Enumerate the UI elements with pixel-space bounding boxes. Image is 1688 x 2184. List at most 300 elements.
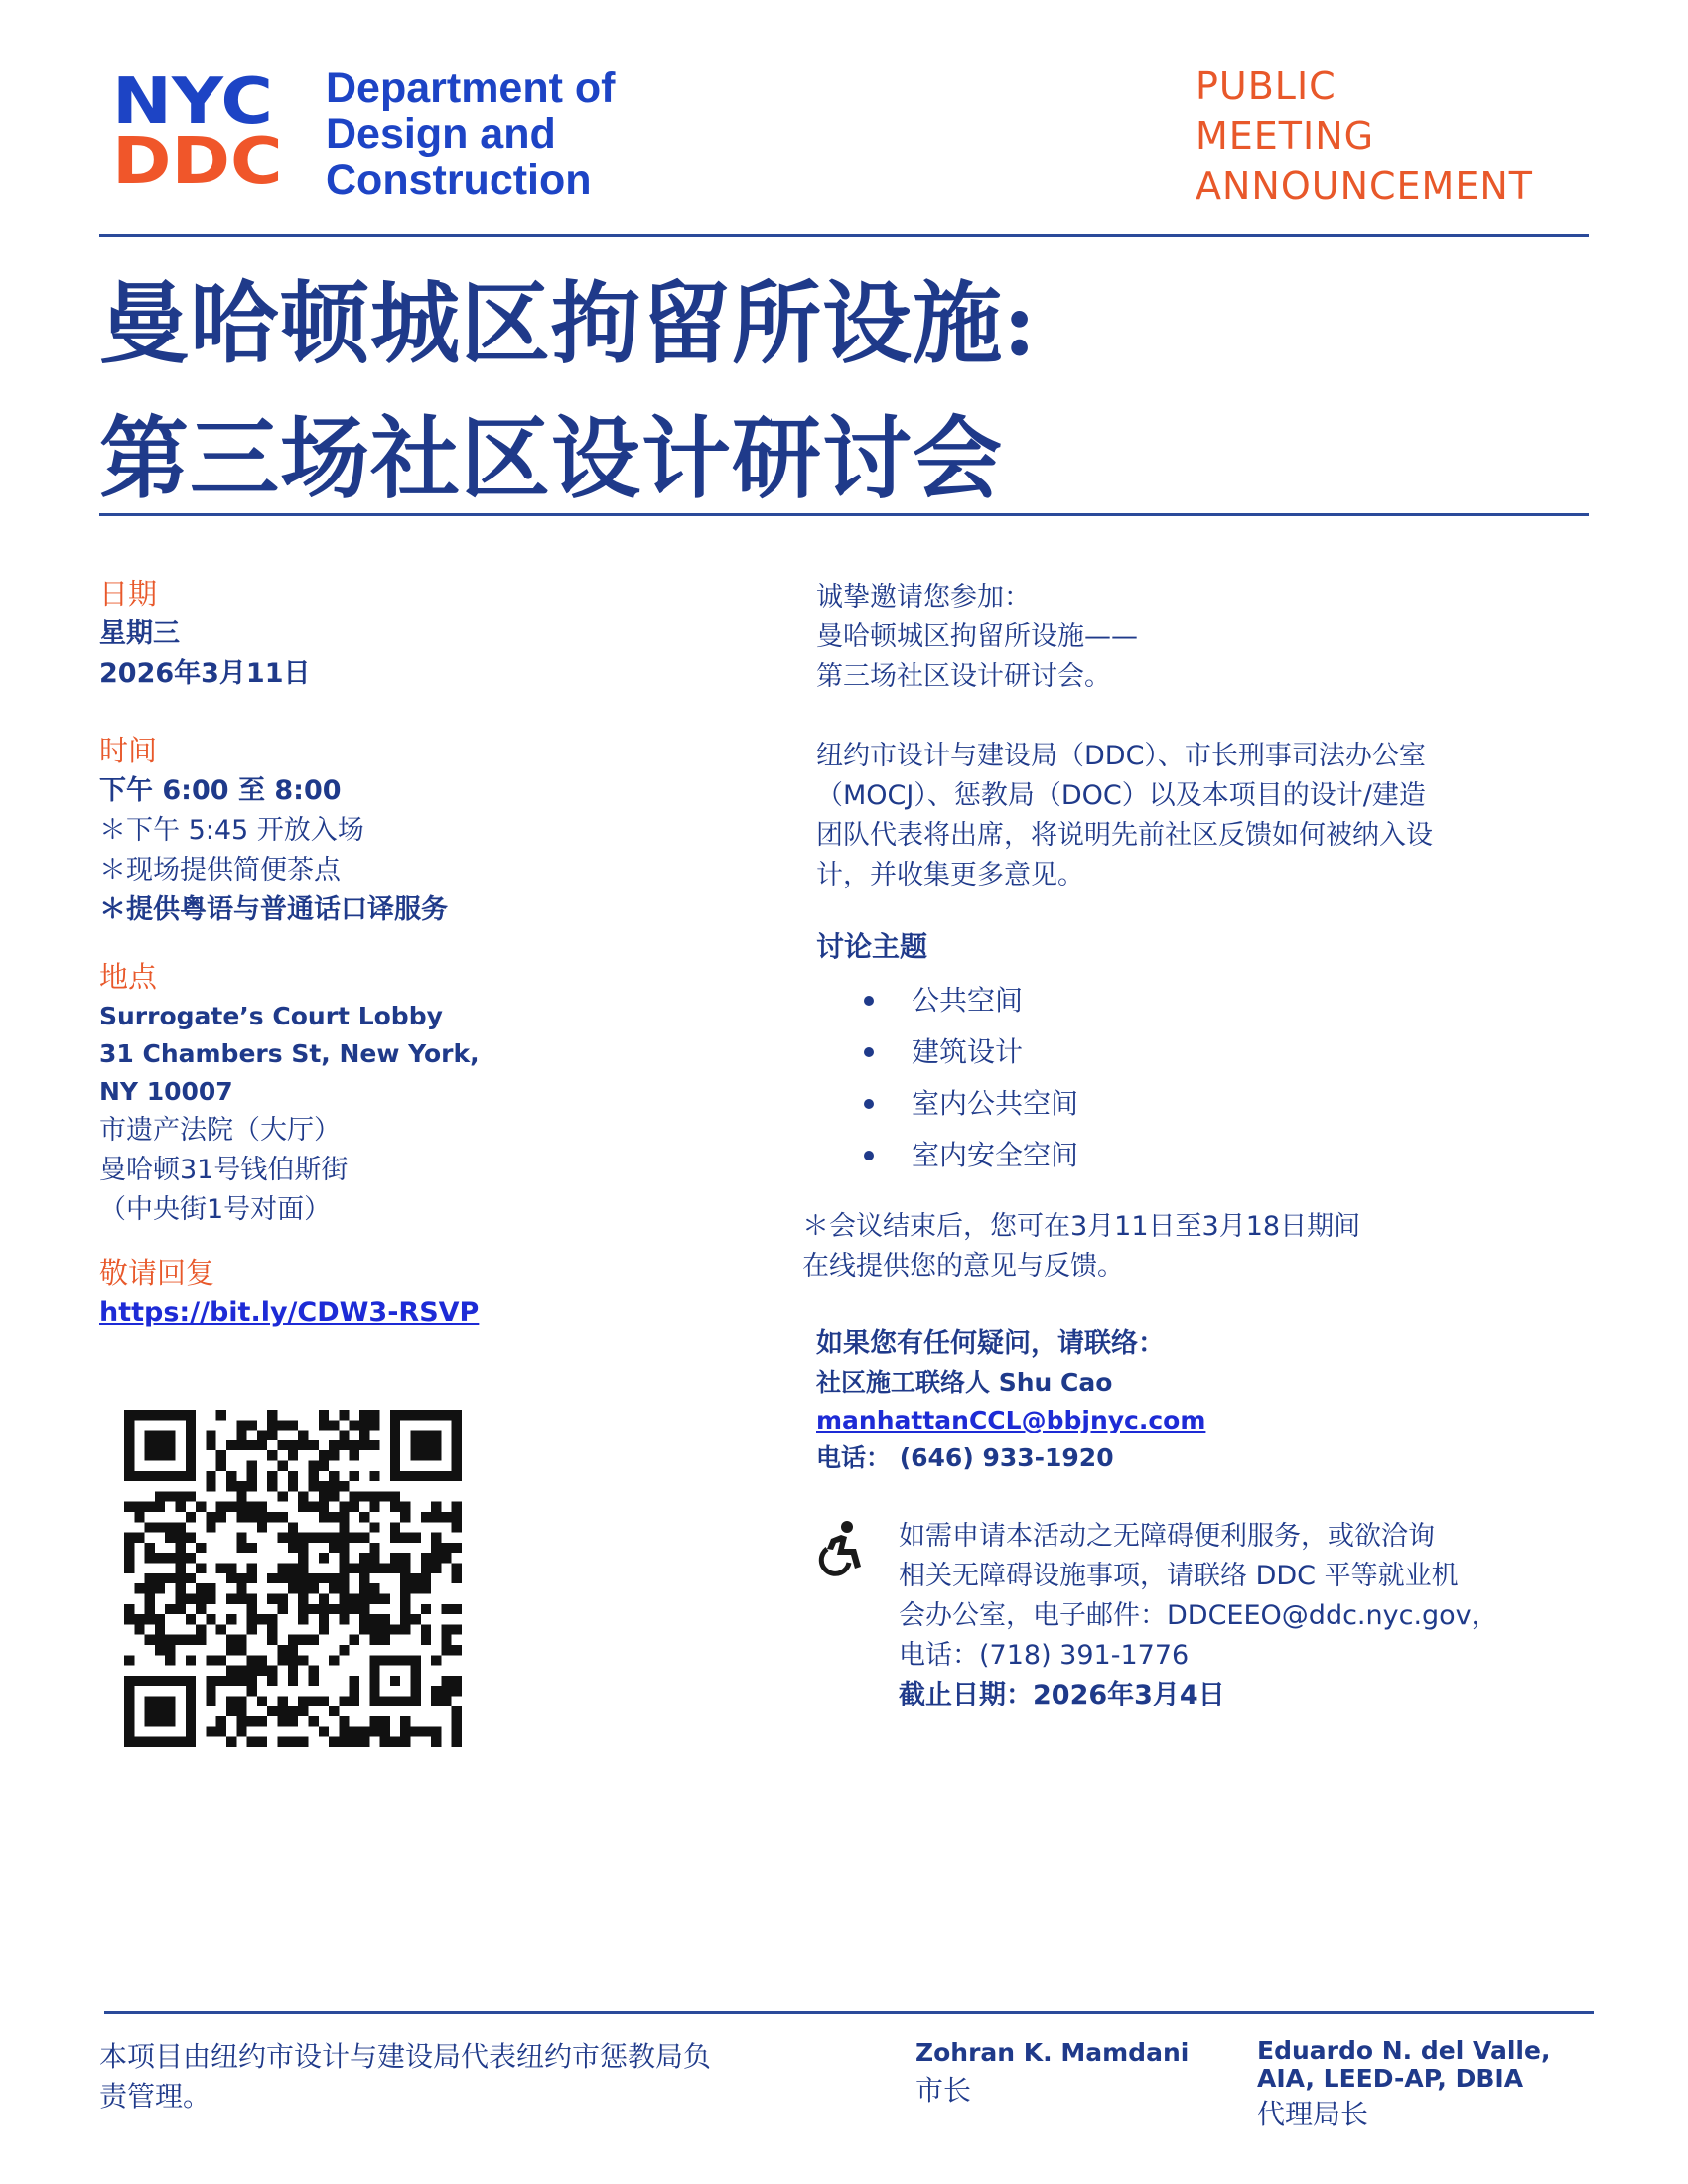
qr-module [288,1583,298,1593]
qr-module [329,1655,339,1665]
qr-module [350,1491,359,1501]
list-item [864,1078,1571,1130]
qr-module [400,1593,410,1603]
qr-module [196,1502,206,1512]
qr-module [350,1604,359,1614]
qr-module [319,1624,329,1634]
qr-module [298,1431,308,1440]
qr-module [165,1604,175,1614]
qr-module [369,1624,379,1634]
qr-module [308,1502,318,1512]
time-label: 时间 [99,734,158,767]
bullet-icon [864,1047,874,1057]
qr-module [319,1573,329,1583]
qr-module [257,1614,267,1624]
qr-module [298,1593,308,1603]
qr-module [278,1593,288,1603]
qr-module [298,1706,308,1716]
qr-module [216,1461,226,1471]
qr-module [308,1471,318,1481]
qr-module [329,1440,339,1450]
qr-module [134,1512,144,1522]
topic-text: 室内安全空间 [912,1139,1079,1171]
qr-module [452,1706,462,1716]
footer-note-line: 责管理。 [99,2080,211,2113]
qr-module [226,1666,236,1676]
qr-module [288,1655,298,1665]
location-english: 31 Chambers St, New York, [99,1039,480,1068]
qr-module [369,1522,379,1532]
qr-module [421,1624,431,1634]
qr-module [278,1491,288,1501]
qr-module [359,1431,369,1440]
qr-module [452,1726,462,1736]
qr-module [380,1624,390,1634]
qr-module [369,1410,379,1420]
qr-module [165,1573,175,1583]
department-line: Construction [326,156,592,204]
qr-module [452,1512,462,1522]
contact-name: 社区施工联络人 Shu Cao [816,1368,1113,1397]
qr-module [421,1564,431,1573]
qr-module [247,1471,257,1481]
qr-module [380,1491,390,1501]
qr-module [176,1635,186,1645]
qr-module [267,1410,277,1420]
qr-module [278,1573,288,1583]
qr-module [350,1726,359,1736]
qr-module [339,1564,349,1573]
qr-module [278,1655,288,1665]
qr-module [216,1676,226,1686]
qr-module [155,1491,165,1501]
qr-module [257,1522,267,1532]
contact-email-link[interactable]: manhattanCCL@bbjnyc.com [816,1406,1206,1434]
qr-module [216,1564,226,1573]
qr-module [441,1512,451,1522]
description-line: （MOCJ）、惩教局（DOC）以及本项目的设计/建造 [816,780,1426,811]
qr-module [431,1543,441,1553]
qr-module [236,1491,246,1501]
qr-module [236,1502,246,1512]
qr-module [247,1676,257,1686]
qr-module [410,1573,420,1583]
feedback-note [802,1207,1577,1287]
qr-module [369,1491,379,1501]
qr-module [288,1716,298,1726]
bullet-icon [864,1099,874,1109]
qr-module [226,1440,236,1450]
qr-module [350,1440,359,1450]
qr-module [206,1726,215,1736]
qr-module [247,1686,257,1696]
qr-module [421,1583,431,1593]
qr-module [329,1543,339,1553]
qr-module [350,1686,359,1696]
rsvp-link[interactable]: https://bit.ly/CDW3-RSVP [99,1297,480,1328]
qr-module [431,1502,441,1512]
qr-module [339,1716,349,1726]
commissioner-block [1257,2037,1585,2136]
qr-module [206,1686,215,1696]
qr-module [288,1533,298,1543]
qr-module [236,1635,246,1645]
qr-module [339,1614,349,1624]
qr-module [176,1583,186,1593]
qr-module [319,1450,329,1460]
qr-module [134,1624,144,1634]
qr-module [145,1614,155,1624]
qr-module [206,1522,215,1532]
qr-module [165,1533,175,1543]
qr-module [196,1635,206,1645]
announcement-line: PUBLIC [1196,65,1336,108]
date-day: 星期三 [99,618,180,649]
list-item [864,975,1571,1026]
qr-module [359,1491,369,1501]
qr-module [369,1726,379,1736]
qr-module [247,1543,257,1553]
qr-module [278,1706,288,1716]
accessibility-deadline: 截止日期：2026年3月4日 [899,1680,1225,1710]
qr-module [247,1655,257,1665]
qr-module [400,1614,410,1624]
qr-module [350,1696,359,1706]
qr-module [145,1543,155,1553]
qr-module [278,1461,288,1471]
qr-module [278,1512,288,1522]
qr-module [390,1564,400,1573]
qr-module [288,1737,298,1747]
mayor-title: 市长 [915,2074,972,2107]
qr-module [329,1512,339,1522]
qr-module [350,1635,359,1645]
qr-module [226,1635,236,1645]
qr-module [247,1666,257,1676]
qr-module [288,1420,298,1430]
qr-module [165,1635,175,1645]
qr-module [369,1440,379,1450]
qr-module [267,1431,277,1440]
qr-module [339,1512,349,1522]
qr-module [441,1543,451,1553]
qr-module [216,1716,226,1726]
qr-module [380,1737,390,1747]
qr-module [247,1716,257,1726]
qr-module [257,1431,267,1440]
qr-module [339,1440,349,1450]
qr-module [145,1502,155,1512]
qr-module [226,1593,236,1603]
qr-module [236,1512,246,1522]
qr-module [288,1676,298,1686]
qr-module [278,1533,288,1543]
time-value: 下午 6:00 至 8:00 [99,775,342,806]
qr-module [206,1655,215,1665]
qr-module [278,1737,288,1747]
qr-module [452,1502,462,1512]
qr-module [267,1666,277,1676]
list-item [864,1026,1571,1078]
qr-module [124,1533,134,1543]
qr-module [257,1512,267,1522]
qr-module [319,1696,329,1706]
qr-module [206,1583,215,1593]
qr-module [165,1491,175,1501]
qr-module [319,1533,329,1543]
qr-module [441,1645,451,1655]
qr-module [390,1737,400,1747]
qr-module [186,1491,196,1501]
qr-module [216,1410,226,1420]
qr-module [226,1481,236,1491]
qr-module [400,1716,410,1726]
qr-module [319,1593,329,1603]
qr-module [350,1564,359,1573]
topic-text: 建筑设计 [912,1035,1024,1068]
qr-module [359,1614,369,1624]
qr-module [196,1543,206,1553]
qr-module [319,1604,329,1614]
qr-module [329,1420,339,1430]
location-chinese: 曼哈顿31号钱伯斯街 [99,1155,349,1185]
qr-module [186,1573,196,1583]
qr-module [298,1564,308,1573]
qr-module [206,1481,215,1491]
qr-module [441,1604,451,1614]
qr-module [124,1604,134,1614]
qr-module [400,1512,410,1522]
qr-module [216,1502,226,1512]
location-english: NY 10007 [99,1077,233,1106]
qr-module [226,1564,236,1573]
qr-module [236,1696,246,1706]
qr-module [329,1450,339,1460]
qr-module [124,1655,134,1665]
qr-module [216,1655,226,1665]
qr-module [236,1706,246,1716]
qr-module [431,1564,441,1573]
qr-module [400,1726,410,1736]
qr-module [339,1696,349,1706]
qr-module [350,1502,359,1512]
qr-module [319,1512,329,1522]
qr-module [421,1512,431,1522]
qr-module [155,1573,165,1583]
qr-module [247,1624,257,1634]
qr-module [155,1645,165,1655]
qr-module [186,1635,196,1645]
qr-module [134,1583,144,1593]
qr-module [298,1440,308,1450]
qr-module [134,1533,144,1543]
qr-module [288,1522,298,1532]
qr-module [319,1553,329,1563]
wheelchair-accessibility-icon [809,1519,869,1578]
qr-module [288,1666,298,1676]
footer-note-line: 本项目由纽约市设计与建设局代表纽约市惩教局负 [99,2040,712,2073]
qr-module [206,1614,215,1624]
qr-module [431,1512,441,1522]
qr-module [176,1593,186,1603]
qr-module [186,1593,196,1603]
qr-module [247,1440,257,1450]
commissioner-title: 代理局长 [1257,2098,1369,2130]
qr-module [452,1737,462,1747]
qr-module [319,1481,329,1491]
qr-module [359,1624,369,1634]
qr-module [186,1512,196,1522]
qr-module [196,1593,206,1603]
qr-module [155,1553,165,1563]
description-line: 纽约市设计与建设局（DDC）、市长刑事司法办公室 [816,741,1426,771]
qr-module [308,1481,318,1491]
bullet-icon [864,1151,874,1160]
qr-module [226,1502,236,1512]
qr-module [452,1564,462,1573]
qr-module [155,1502,165,1512]
qr-module [441,1624,451,1634]
qr-module [267,1624,277,1634]
qr-module [369,1583,379,1593]
qr-module [206,1512,215,1522]
qr-module [267,1676,277,1686]
rsvp-qr-code[interactable] [124,1410,462,1747]
invite-line: 曼哈顿城区拘留所设施—— [816,621,1138,652]
qr-module [308,1573,318,1583]
qr-module [339,1593,349,1603]
qr-module [339,1481,349,1491]
qr-module [350,1420,359,1430]
qr-module [400,1553,410,1563]
qr-module [431,1686,441,1696]
qr-module [176,1522,186,1532]
qr-module [124,1564,134,1573]
qr-module [267,1471,277,1481]
qr-module [441,1635,451,1645]
qr-module [410,1726,420,1736]
qr-module [400,1737,410,1747]
qr-module [308,1604,318,1614]
qr-module [359,1564,369,1573]
qr-module [176,1533,186,1543]
qr-module [267,1512,277,1522]
qr-module [400,1604,410,1614]
qr-module [206,1471,215,1481]
qr-module [308,1676,318,1686]
qr-module [339,1726,349,1736]
qr-module [339,1410,349,1420]
qr-module [298,1614,308,1624]
qr-module [145,1604,155,1614]
invite-line: 第三场社区设计研讨会。 [816,661,1111,692]
qr-module [308,1461,318,1471]
qr-module [165,1553,175,1563]
public-meeting-announcement [1196,62,1533,210]
footer-divider [104,2011,1594,2014]
qr-module [380,1726,390,1736]
footer-note [99,2037,794,2116]
qr-module [421,1553,431,1563]
bullet-icon [864,996,874,1006]
qr-module [369,1635,379,1645]
qr-module [267,1593,277,1603]
qr-module [380,1564,390,1573]
qr-module [247,1481,257,1491]
qr-module [226,1645,236,1655]
qr-module [145,1573,155,1583]
qr-module [247,1461,257,1471]
qr-module [380,1593,390,1603]
qr-module [288,1706,298,1716]
qr-module [380,1614,390,1624]
qr-module [319,1461,329,1471]
topics-label: 讨论主题 [816,930,928,963]
qr-module [124,1543,134,1553]
qr-module [257,1696,267,1706]
qr-module [176,1502,186,1512]
qr-module [308,1440,318,1450]
announcement-line: MEETING [1196,114,1375,158]
qr-module [267,1573,277,1583]
qr-module [431,1553,441,1563]
invitation-details [816,578,1571,1181]
qr-module [400,1624,410,1634]
qr-module [452,1543,462,1553]
qr-module [350,1593,359,1603]
qr-module [145,1553,155,1563]
qr-module [339,1583,349,1593]
location-chinese: 市遗产法院（大厅） [99,1115,341,1146]
qr-module [298,1737,308,1747]
qr-module [329,1471,339,1481]
qr-module [369,1553,379,1563]
qr-module [134,1502,144,1512]
qr-module [176,1604,186,1614]
qr-module [339,1533,349,1543]
qr-module [369,1543,379,1553]
qr-module [339,1502,349,1512]
logo-ddc-text: DDC [112,125,283,199]
contact-block [816,1324,1571,1477]
qr-module [267,1481,277,1491]
qr-module [298,1573,308,1583]
feedback-line: ＊会议结束后，您可在3月11日至3月18日期间 [802,1211,1361,1242]
qr-module [359,1553,369,1563]
qr-module [431,1533,441,1543]
qr-module [134,1614,144,1624]
qr-module [431,1655,441,1665]
qr-module [288,1481,298,1491]
qr-module [226,1696,236,1706]
invite-line: 诚挚邀请您参加： [816,582,1031,613]
qr-module [257,1440,267,1450]
qr-module [359,1440,369,1450]
qr-module [339,1573,349,1583]
logo-nyc-text: NYC [112,66,273,139]
qr-module [288,1564,298,1573]
qr-module [124,1502,134,1512]
qr-module [390,1533,400,1543]
title-line: 曼哈顿城区拘留所设施: [99,271,1038,376]
qr-module [400,1502,410,1512]
qr-module [196,1624,206,1634]
accessibility-info [899,1517,1594,1715]
qr-module [236,1583,246,1593]
qr-module [298,1543,308,1553]
qr-module [267,1450,277,1460]
qr-module [298,1491,308,1501]
